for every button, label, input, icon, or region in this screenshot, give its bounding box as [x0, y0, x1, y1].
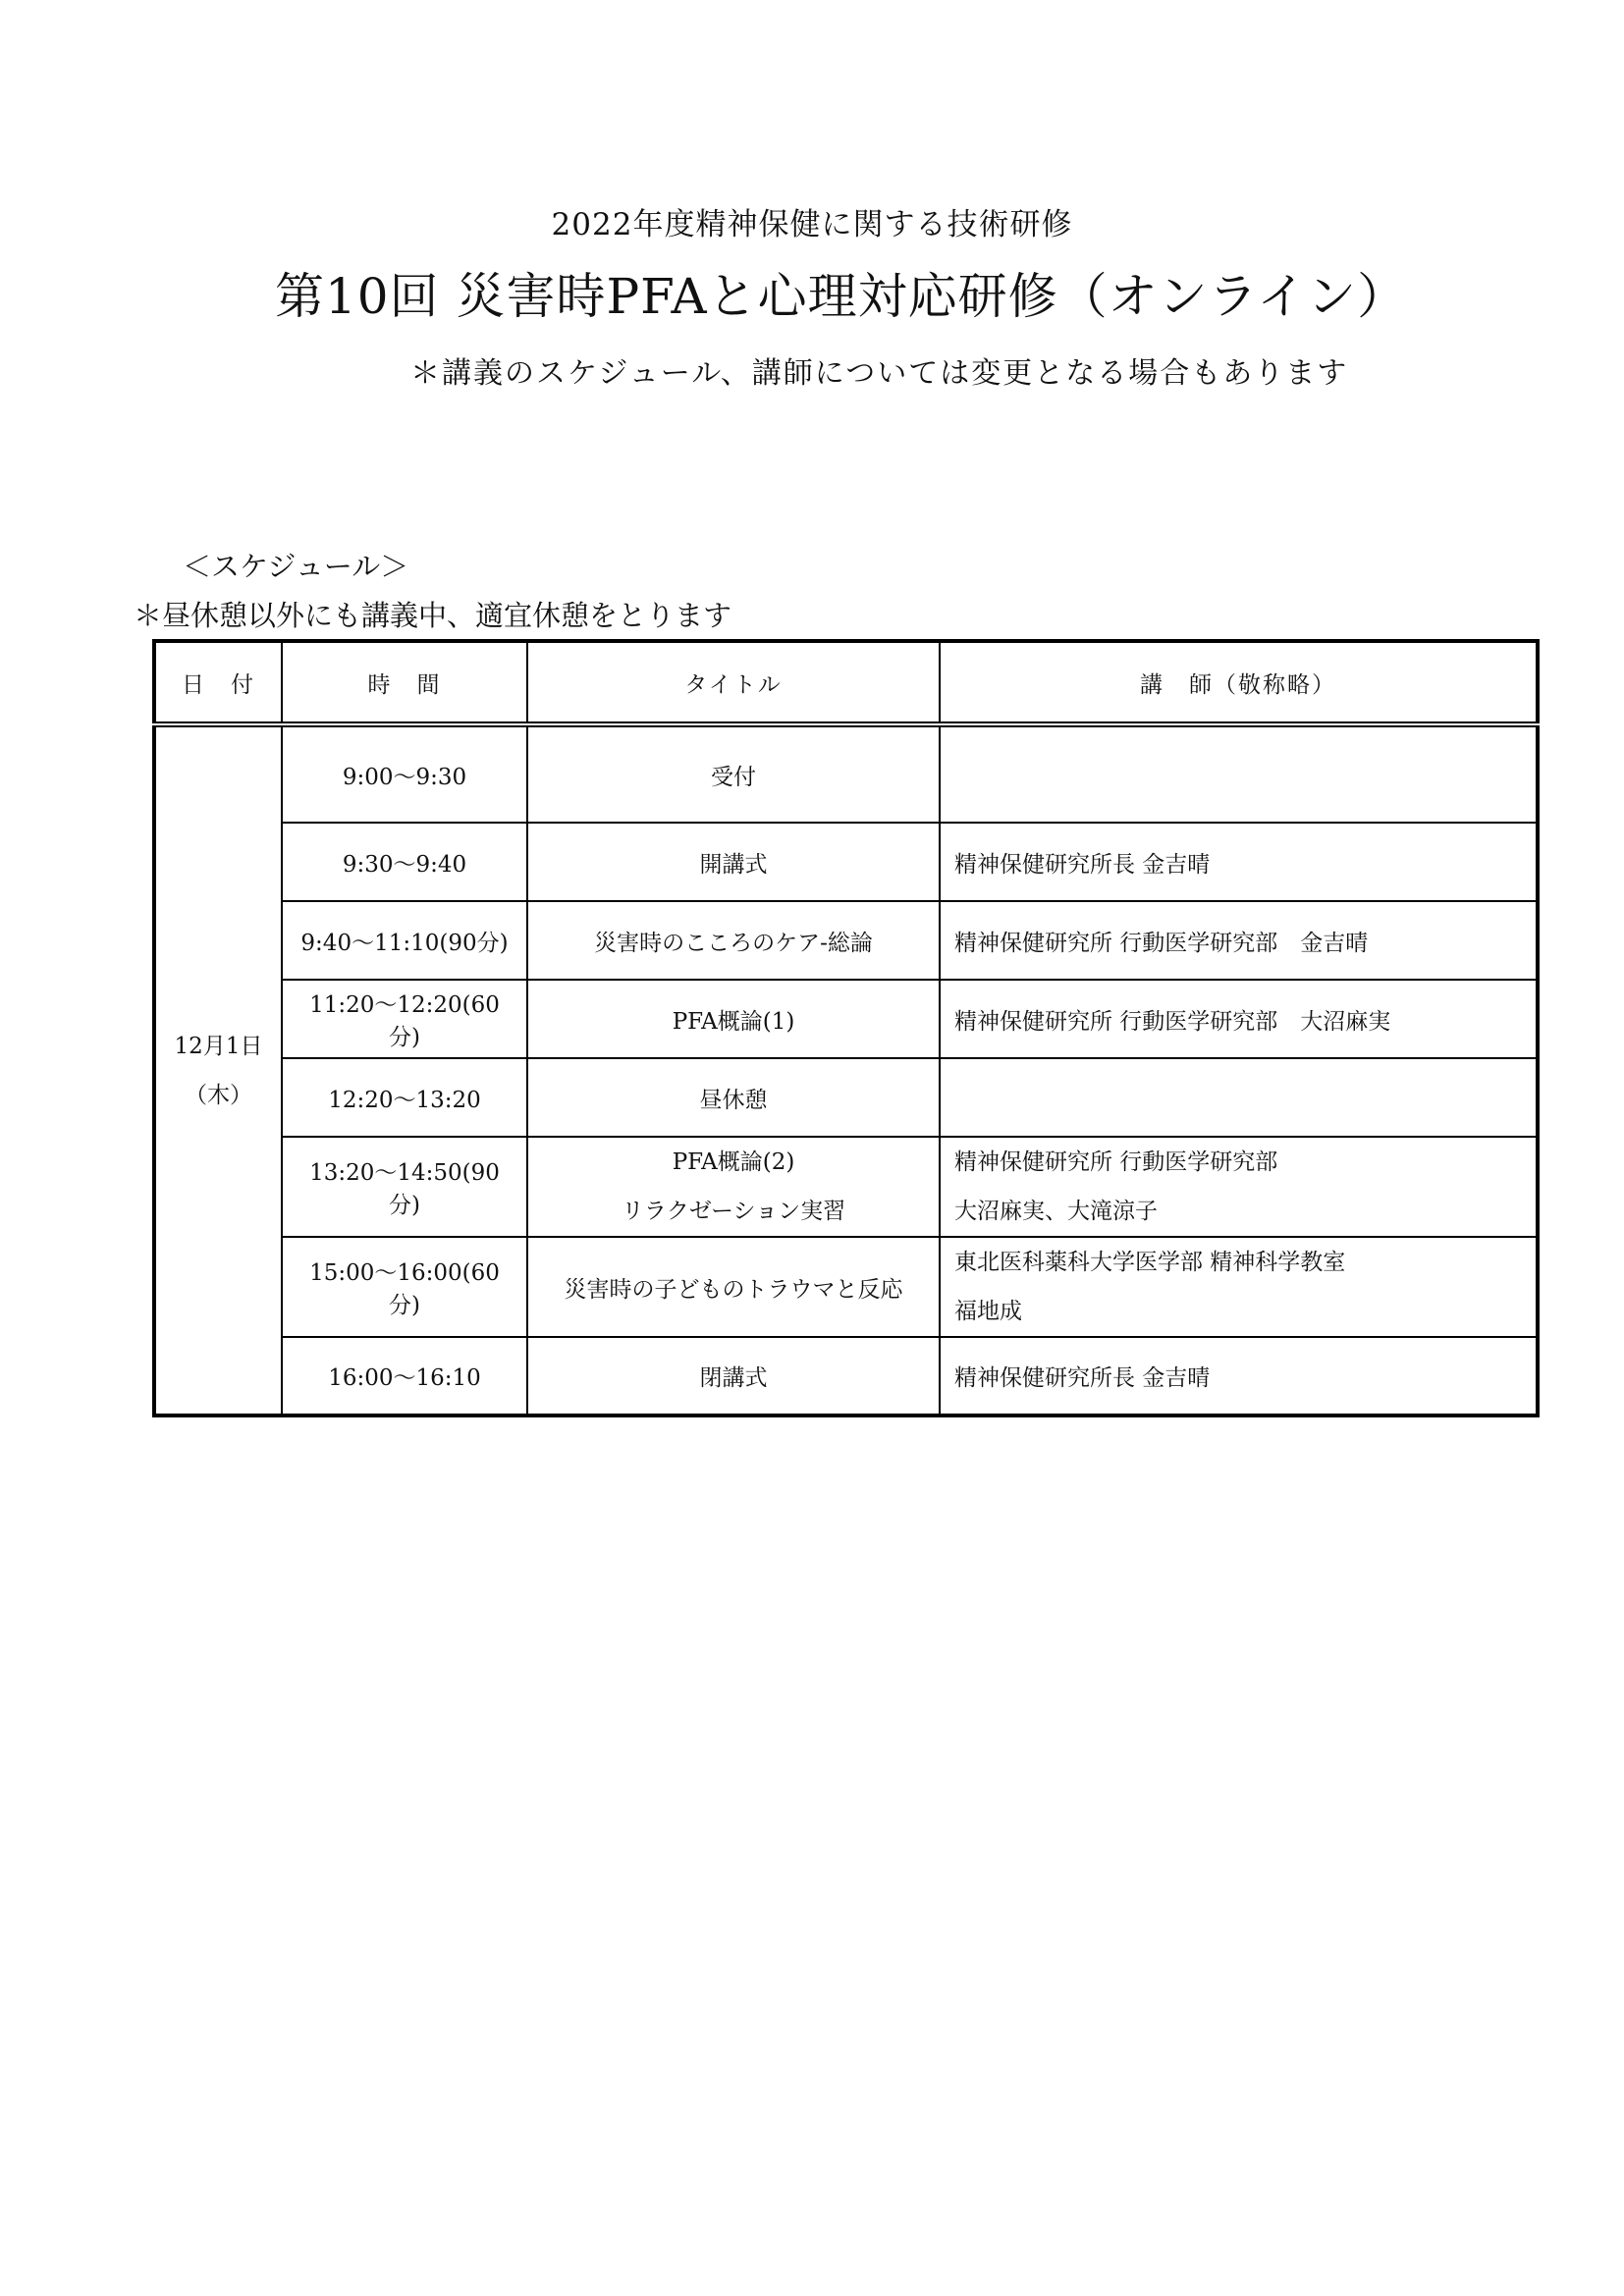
header-title: タイトル — [527, 641, 940, 724]
header-lecturer: 講 師（敬称略） — [940, 641, 1538, 724]
document-subtitle: 2022年度精神保健に関する技術研修 — [551, 207, 1073, 242]
header-date: 日 付 — [154, 641, 282, 724]
change-notice: ＊講義のスケジュール、講師については変更となる場合もあります — [410, 356, 1349, 391]
table-row — [154, 1058, 1538, 1137]
lecturer-cell — [940, 1137, 1538, 1237]
title-cell: 閉講式 — [527, 1337, 940, 1415]
table-row — [154, 901, 1538, 980]
lecturer-cell — [940, 1237, 1538, 1337]
title-cell: 災害時のこころのケア‐総論 — [527, 901, 940, 980]
table-header-row — [154, 641, 1538, 724]
lecturer-line-1: 精神保健研究所 行動医学研究部 — [954, 1149, 1278, 1175]
lecturer-cell: 精神保健研究所長 金吉晴 — [940, 823, 1538, 901]
title-line-1: PFA概論(2) — [672, 1149, 795, 1175]
lecturer-cell — [940, 1058, 1538, 1137]
lecturer-line-2: 福地成 — [954, 1299, 1022, 1324]
schedule-heading: ＜スケジュール＞ — [183, 550, 409, 583]
document-title: 第10回 災害時PFAと心理対応研修（オンライン） — [275, 268, 1408, 325]
table-row — [154, 1237, 1538, 1337]
time-cell: 9:40～11:10(90分) — [282, 901, 527, 980]
time-cell: 15:00～16:00(60分) — [282, 1237, 527, 1337]
title-line-2: リラクゼーション実習 — [621, 1199, 846, 1224]
lecturer-cell: 精神保健研究所長 金吉晴 — [940, 1337, 1538, 1415]
schedule-table — [152, 639, 1540, 1417]
table-row — [154, 823, 1538, 901]
title-cell: 昼休憩 — [527, 1058, 940, 1137]
title-cell: PFA概論(1) — [527, 980, 940, 1058]
table-row — [154, 1337, 1538, 1415]
lecturer-cell: 精神保健研究所 行動医学研究部 金吉晴 — [940, 901, 1538, 980]
lecturer-cell — [940, 724, 1538, 823]
date-cell — [154, 724, 282, 1415]
table-row — [154, 1137, 1538, 1237]
time-cell: 12:20～13:20 — [282, 1058, 527, 1137]
title-cell: 受付 — [527, 724, 940, 823]
title-cell — [527, 1137, 940, 1237]
time-cell: 11:20～12:20(60分) — [282, 980, 527, 1058]
time-cell: 9:30～9:40 — [282, 823, 527, 901]
title-cell: 開講式 — [527, 823, 940, 901]
table-row — [154, 724, 1538, 823]
lecturer-cell: 精神保健研究所 行動医学研究部 大沼麻実 — [940, 980, 1538, 1058]
date-day: 12月1日 — [174, 1033, 263, 1059]
time-cell: 9:00～9:30 — [282, 724, 527, 823]
date-weekday: （木） — [185, 1082, 252, 1108]
break-note: ＊昼休憩以外にも講義中、適宜休憩をとります — [134, 599, 732, 632]
title-cell: 災害時の子どものトラウマと反応 — [527, 1237, 940, 1337]
header-time: 時 間 — [282, 641, 527, 724]
lecturer-line-2: 大沼麻実、大滝涼子 — [954, 1199, 1158, 1224]
time-cell: 13:20～14:50(90分) — [282, 1137, 527, 1237]
time-cell: 16:00～16:10 — [282, 1337, 527, 1415]
lecturer-line-1: 東北医科薬科大学医学部 精神科学教室 — [954, 1250, 1346, 1275]
table-row — [154, 980, 1538, 1058]
